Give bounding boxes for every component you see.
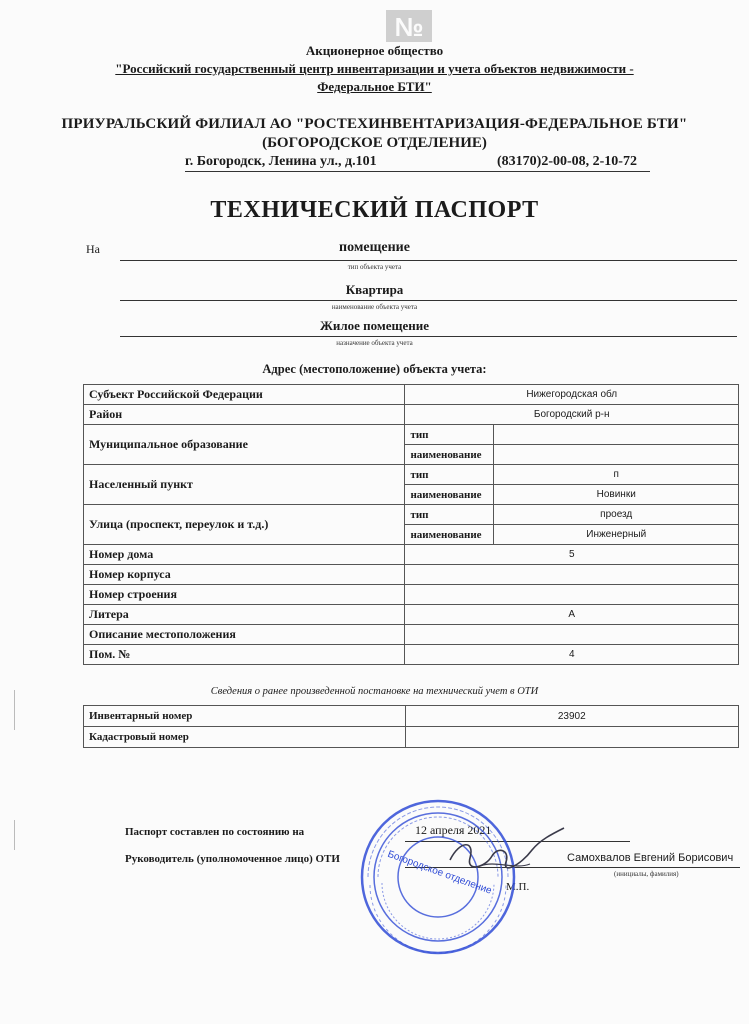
object-name-line xyxy=(120,300,737,301)
object-type-value: помещение xyxy=(339,240,410,255)
table-row xyxy=(84,505,739,525)
table-row xyxy=(84,625,739,645)
building-value xyxy=(405,565,739,585)
inventory-value: 23902 xyxy=(405,706,738,727)
object-purpose-caption: назначение объекта учета xyxy=(336,339,413,347)
org-line-1: Акционерное общество xyxy=(305,43,444,58)
branch-line-1: ПРИУРАЛЬСКИЙ ФИЛИАЛ АО "РОСТЕХИНВЕНТАРИЗАЦИЯ-ФЕДЕРАЛЬНОЕ БТИ" xyxy=(61,116,688,132)
building-label: Номер корпуса xyxy=(84,565,405,585)
location-label: Описание местоположения xyxy=(84,625,405,645)
table-row xyxy=(84,645,739,665)
district-value: Богородский р-н xyxy=(405,405,739,425)
table-row xyxy=(84,425,739,445)
street-label: Улица (проспект, переулок и т.д.) xyxy=(84,505,405,545)
room-value: 4 xyxy=(405,645,739,665)
registration-heading: Сведения о ранее произведенной постановке на технический учет в ОТИ xyxy=(210,686,539,697)
subject-label: Субъект Российской Федерации xyxy=(84,385,405,405)
branch-phones: (83170)2-00-08, 2-10-72 xyxy=(497,154,637,169)
object-prefix: На xyxy=(86,242,100,256)
street-type-value: проезд xyxy=(494,505,739,525)
table-row xyxy=(84,405,739,425)
municipal-name-value xyxy=(494,445,739,465)
cadastral-label: Кадастровый номер xyxy=(84,727,406,748)
table-row xyxy=(84,605,739,625)
signer-caption: (инициалы, фамилия) xyxy=(614,870,679,878)
head-label: Руководитель (уполномоченное лицо) ОТИ xyxy=(125,853,340,865)
org-line-2: "Российский государственный центр инвентаризации и учета объектов недвижимости - xyxy=(115,61,634,76)
street-name-value: Инженерный xyxy=(494,525,739,545)
street-name-label: наименование xyxy=(405,525,494,545)
settlement-name-value: Новинки xyxy=(494,485,739,505)
cadastral-value xyxy=(405,727,738,748)
municipal-label: Муниципальное образование xyxy=(84,425,405,465)
structure-value xyxy=(405,585,739,605)
address-table xyxy=(83,384,739,665)
address-heading: Адрес (местоположение) объекта учета: xyxy=(262,362,487,376)
district-label: Район xyxy=(84,405,405,425)
composed-label: Паспорт составлен по состоянию на xyxy=(125,826,305,838)
object-name-value: Квартира xyxy=(345,282,404,297)
municipal-type-label: тип xyxy=(405,425,494,445)
branch-address: г. Богородск, Ленина ул., д.101 xyxy=(185,154,377,169)
settlement-name-label: наименование xyxy=(405,485,494,505)
room-label: Пом. № xyxy=(84,645,405,665)
object-type-caption: тип объекта учета xyxy=(347,263,402,271)
signature xyxy=(440,820,570,890)
mp-label: М.П. xyxy=(506,881,530,893)
object-purpose-line xyxy=(120,336,737,337)
address-underline xyxy=(185,171,650,172)
location-value xyxy=(405,625,739,645)
org-line-3: Федеральное БТИ" xyxy=(317,79,432,94)
structure-label: Номер строения xyxy=(84,585,405,605)
house-label: Номер дома xyxy=(84,545,405,565)
municipal-name-label: наименование xyxy=(405,445,494,465)
object-name-caption: наименование объекта учета xyxy=(331,303,418,311)
svg-text:№: № xyxy=(394,12,424,42)
table-row xyxy=(84,706,739,727)
branch-line-2: (БОГОРОДСКОЕ ОТДЕЛЕНИЕ) xyxy=(262,135,487,151)
subject-value: Нижегородская обл xyxy=(405,385,739,405)
house-value: 5 xyxy=(405,545,739,565)
table-row xyxy=(84,565,739,585)
table-row xyxy=(84,545,739,565)
table-row xyxy=(84,465,739,485)
settlement-type-value: п xyxy=(494,465,739,485)
document-title: ТЕХНИЧЕСКИЙ ПАСПОРТ xyxy=(210,197,539,223)
stamp-center-text: Богородское отделение xyxy=(385,848,494,897)
table-row xyxy=(84,585,739,605)
object-type-line xyxy=(120,260,737,261)
litera-value: А xyxy=(405,605,739,625)
settlement-type-label: тип xyxy=(405,465,494,485)
signer-name: Самохвалов Евгений Борисович xyxy=(567,852,734,864)
inventory-label: Инвентарный номер xyxy=(84,706,406,727)
registration-table xyxy=(83,705,739,748)
bti-logo xyxy=(386,10,432,42)
litera-label: Литера xyxy=(84,605,405,625)
object-purpose-value: Жилое помещение xyxy=(319,318,430,333)
settlement-label: Населенный пункт xyxy=(84,465,405,505)
composed-date: 12 апреля 2021 xyxy=(415,823,492,837)
page-edge-mark xyxy=(14,820,15,850)
street-type-label: тип xyxy=(405,505,494,525)
municipal-type-value xyxy=(494,425,739,445)
table-row xyxy=(84,385,739,405)
table-row xyxy=(84,727,739,748)
